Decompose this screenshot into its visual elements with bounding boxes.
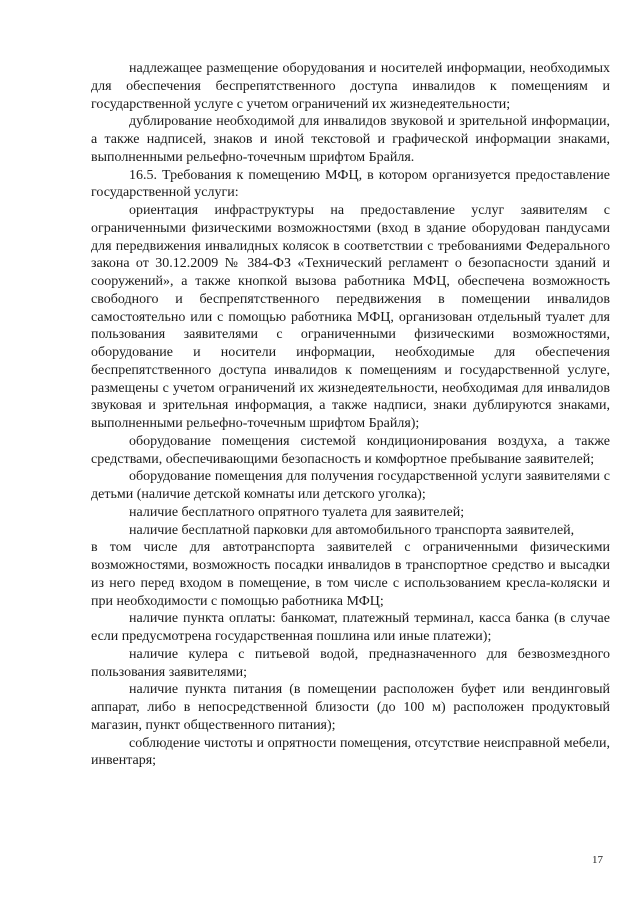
paragraph-children-room: оборудование помещения для получения государственной услуги заявителями с детьми (наличие детской комнаты или детского уголка); — [91, 469, 610, 502]
page-number: 17 — [592, 854, 603, 866]
paragraph-cleanliness: соблюдение чистоты и опрятности помещения, отсутствие неисправной мебели, инвентаря; — [91, 735, 610, 769]
paragraph-section-16-5-heading: 16.5. Требования к помещению МФЦ, в котором организуется предоставление государственной услуги: — [91, 167, 610, 201]
paragraph-equipment-placement: надлежащее размещение оборудования и носителей информации, необходимых для обеспечения беспрепятственного доступа инвалидов к помещениям и государственной услуге с учетом ограничений их жизнедеятельности; — [91, 61, 610, 112]
paragraph-water-cooler: наличие кулера с питьевой водой, предназначенного для безвозмездного пользования заявителями; — [91, 646, 610, 680]
paragraph-food-point: наличие пункта питания (в помещении расположен буфет или вендинговый аппарат, либо в непосредственной близости (до 100 м) расположен продуктовый магазин, пункт общественного питания); — [91, 682, 610, 733]
paragraph-free-toilet: наличие бесплатного опрятного туалета для заявителей; — [129, 504, 465, 520]
paragraph-infrastructure-orientation: ориентация инфраструктуры на предоставление услуг заявителям с ограниченными физическими возможностями (вход в здание оборудован пандусами для передвижения инвалидных колясок в соответствии с требованиями Федерального закона от 30.12.2009 № 384-ФЗ «Технический регламент о безопасности зданий и сооружений», а также кнопкой вызова работника МФЦ, обеспечена возможность свободного и беспрепятственного передвижения в помещении инвалидов самостоятельно или с помощью работника МФЦ, организован отдельный туалет для пользования заявителями с ограниченными физическими возможностями, оборудование и носители информации, необходимые для обеспечения беспрепятственного доступа инвалидов к помещениям и государственной услуге, размещены с учетом ограничений их жизнедеятельности, необходимая для инвалидов звуковая и зрительная информация, а также надписи, знаки дублируются знаками, выполненными рельефно-точечным шрифтом Брайля); — [91, 203, 610, 431]
body-text — [91, 60, 610, 770]
paragraph-braille-duplication: дублирование необходимой для инвалидов звуковой и зрительной информации, а также надписей, знаков и иной текстовой и графической информации знаками, выполненными рельефно-точечным шрифтом Брайля. — [91, 114, 610, 165]
paragraph-free-parking: наличие бесплатной парковки для автомобильного транспорта заявителей, — [129, 522, 575, 538]
paragraph-air-conditioning: оборудование помещения системой кондиционирования воздуха, а также средствами, обеспечивающими безопасность и комфортное пребывание заявителей; — [91, 433, 610, 467]
paragraph-parking-disabled: в том числе для автотранспорта заявителей с ограниченными физическими возможностями, возможность посадки инвалидов в транспортное средство и высадки из него перед входом в помещение, в том числе с использованием кресла-коляски и при необходимости с помощью работника МФЦ; — [91, 540, 610, 609]
paragraph-payment-point: наличие пункта оплаты: банкомат, платежный терминал, касса банка (в случае если предусмотрена государственная пошлина или иные платежи); — [91, 611, 610, 644]
